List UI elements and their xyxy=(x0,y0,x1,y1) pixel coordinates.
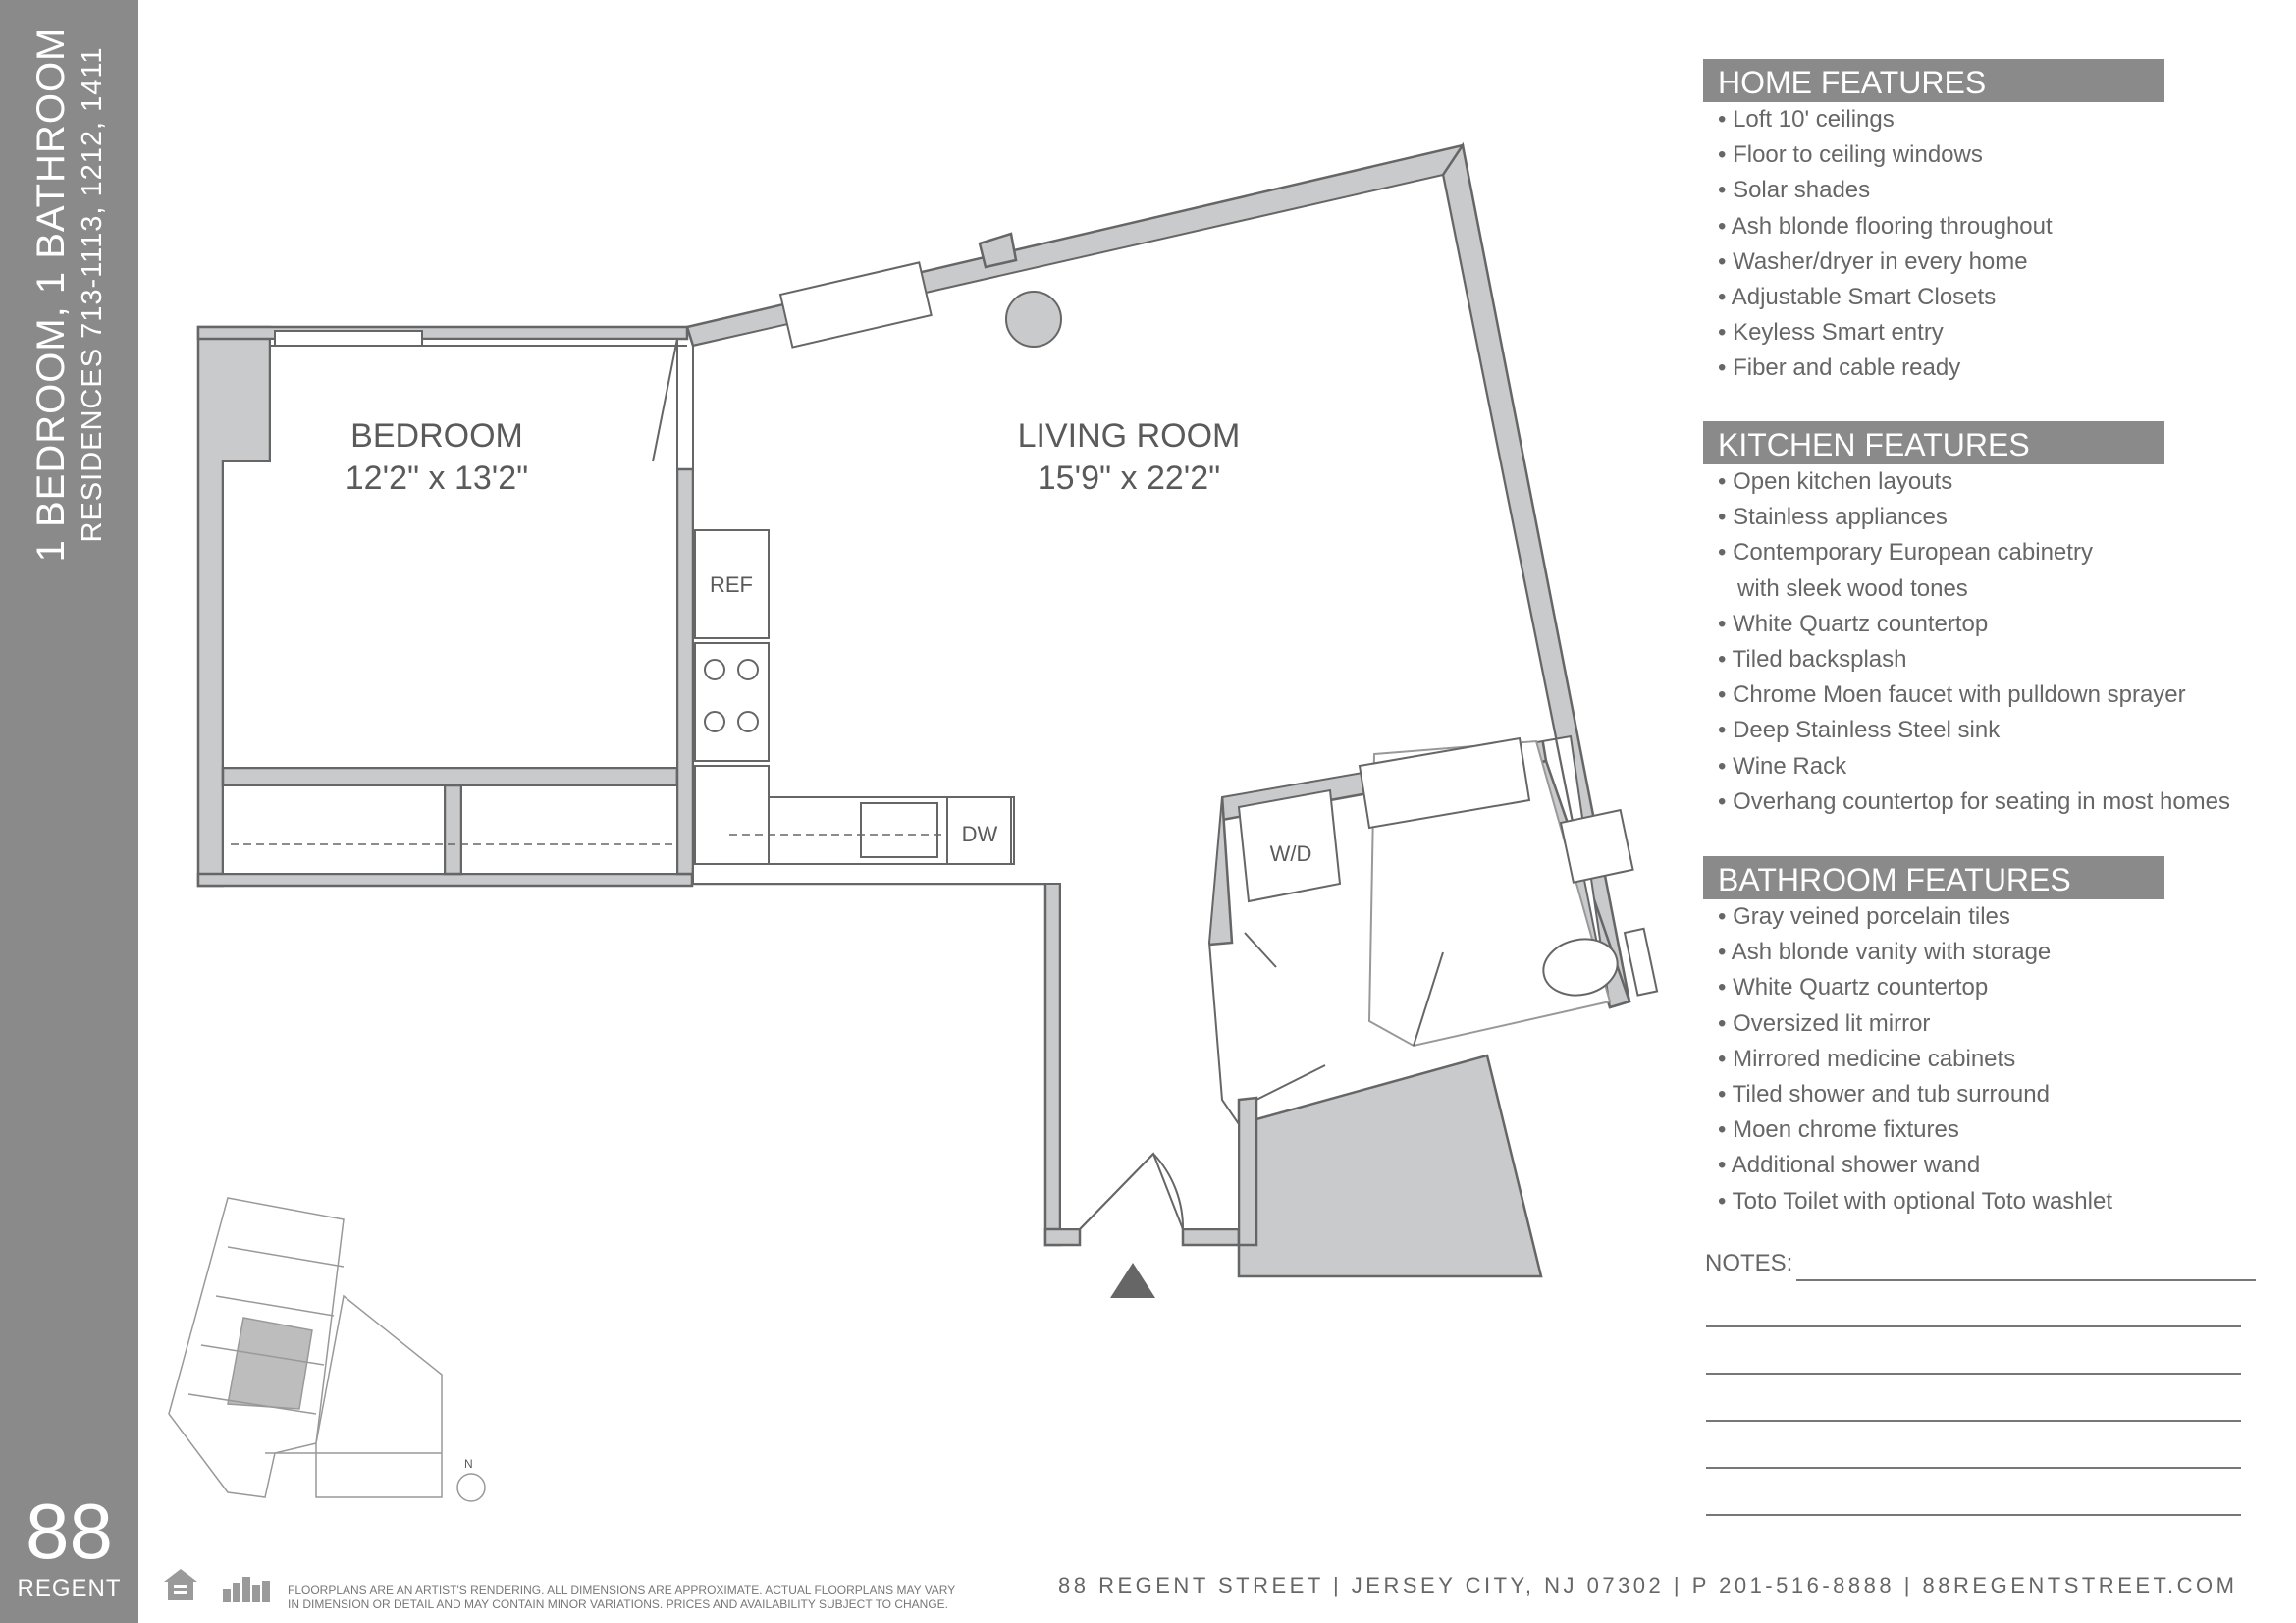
list-item: • Keyless Smart entry xyxy=(1718,319,1944,347)
compass-icon xyxy=(457,1474,485,1501)
list-item: • Overhang countertop for seating in most homes xyxy=(1718,787,2231,815)
south-entry-wall xyxy=(1183,1229,1239,1245)
list-item: • Tiled shower and tub surround xyxy=(1718,1081,2050,1109)
list-item: • Oversized lit mirror xyxy=(1718,1009,1931,1037)
dw-label: DW xyxy=(961,822,998,846)
list-item: • Moen chrome fixtures xyxy=(1718,1116,1959,1144)
notes-line xyxy=(1706,1467,2241,1469)
notes-line xyxy=(1796,1279,2256,1281)
marketing-logo-icon xyxy=(221,1571,278,1606)
notes-line xyxy=(1706,1514,2241,1516)
vanity xyxy=(1561,810,1633,883)
kitchen-features-list xyxy=(1703,464,2231,820)
list-item: • Solar shades xyxy=(1718,177,1871,204)
home-features-list xyxy=(1703,102,2164,387)
bedroom-south-wall xyxy=(198,874,692,886)
window-sill-1 xyxy=(275,331,422,346)
list-item: • Tiled backsplash xyxy=(1718,646,1907,674)
brand-logo-name: REGENT xyxy=(17,1575,122,1601)
list-item: • Mirrored medicine cabinets xyxy=(1718,1045,2016,1072)
living-room-dims: 15'9" x 22'2" xyxy=(1037,460,1221,497)
equal-housing-icon xyxy=(162,1567,199,1602)
list-item: • Floor to ceiling windows xyxy=(1718,141,1983,169)
list-item: • Chrome Moen faucet with pulldown sprayer xyxy=(1718,681,2186,709)
list-item: • Deep Stainless Steel sink xyxy=(1718,717,2001,744)
disclaimer xyxy=(288,1583,1014,1612)
list-item: • Stainless appliances xyxy=(1718,504,1948,531)
kitchen-sink xyxy=(861,803,937,857)
disclaimer-line: IN DIMENSION OR DETAIL AND MAY CONTAIN MINOR VARIATIONS. PRICES AND AVAILABILITY SUBJECT TO CHANGE. xyxy=(288,1597,949,1611)
closet-divider xyxy=(445,785,461,874)
wd-door xyxy=(1245,933,1276,967)
list-item: • White Quartz countertop xyxy=(1718,610,1989,637)
kitchen-features-heading: KITCHEN FEATURES xyxy=(1703,421,2164,464)
list-item: • Adjustable Smart Closets xyxy=(1718,284,1997,311)
unit-type-title: 1 BEDROOM, 1 BATHROOM xyxy=(29,27,73,563)
south-east-wedge xyxy=(1239,1055,1541,1276)
wd-label: W/D xyxy=(1269,841,1312,866)
contact-address: 88 REGENT STREET | JERSEY CITY, NJ 07302 | P 201-516-8888 | 88REGENTSTREET.COM xyxy=(1058,1573,2238,1597)
living-north-bump xyxy=(980,234,1016,267)
notes-line xyxy=(1706,1325,2241,1327)
bedroom-east-wall xyxy=(677,469,693,874)
closet-door xyxy=(1256,1065,1325,1100)
notes-line xyxy=(1706,1420,2241,1422)
structural-column xyxy=(1006,292,1061,347)
kitchen-counter-left xyxy=(695,766,769,864)
list-item: • Wine Rack xyxy=(1718,752,1847,780)
closet-partition xyxy=(223,768,677,785)
bathroom-features-section xyxy=(1703,856,2164,1219)
notes-line xyxy=(1706,1373,2241,1375)
residences-subtitle: RESIDENCES 713-1113, 1212, 1411 xyxy=(77,46,108,543)
entry-corridor-west-wall xyxy=(1045,869,1060,1245)
south-entry-stub xyxy=(1239,1098,1256,1245)
living-room-label: LIVING ROOM xyxy=(1017,417,1241,455)
north-window-wall xyxy=(198,327,687,339)
notes-label: NOTES: xyxy=(1705,1250,1793,1276)
list-item: • Additional shower wand xyxy=(1718,1152,1981,1179)
entry-marker xyxy=(1110,1263,1155,1298)
list-item: • Loft 10' ceilings xyxy=(1718,106,1895,133)
bedroom-interior xyxy=(223,339,677,768)
key-plan xyxy=(169,1198,485,1501)
list-item: • Ash blonde flooring throughout xyxy=(1718,212,2053,240)
list-item: • Contemporary European cabinetry xyxy=(1718,539,2093,567)
list-item: • Ash blonde vanity with storage xyxy=(1718,939,2052,966)
disclaimer-line: FLOORPLANS ARE AN ARTIST'S RENDERING. ALL DIMENSIONS ARE APPROXIMATE. ACTUAL FLOORPLANS MAY VARY xyxy=(288,1583,956,1596)
ref-label: REF xyxy=(710,572,753,597)
entry-corridor-base xyxy=(1045,1229,1080,1245)
bathroom-features-list xyxy=(1703,899,2164,1219)
range xyxy=(695,643,769,761)
closet-right xyxy=(461,785,677,874)
home-features-heading: HOME FEATURES xyxy=(1703,59,2164,102)
closet-left xyxy=(223,785,445,874)
list-item: • Washer/dryer in every home xyxy=(1718,247,2028,275)
list-item: • Fiber and cable ready xyxy=(1718,354,1961,382)
bedroom-label: BEDROOM xyxy=(350,417,523,455)
list-item: with sleek wood tones xyxy=(1718,574,1968,602)
list-item: • White Quartz countertop xyxy=(1718,974,1989,1001)
list-item: • Open kitchen layouts xyxy=(1718,468,1953,495)
list-item: • Toto Toilet with optional Toto washlet xyxy=(1718,1187,2112,1215)
brand-logo-number: 88 xyxy=(26,1488,113,1575)
list-item: • Gray veined porcelain tiles xyxy=(1718,903,2010,930)
bedroom-dims: 12'2" x 13'2" xyxy=(345,460,529,497)
bathroom-features-heading: BATHROOM FEATURES xyxy=(1703,856,2164,899)
compass-label: N xyxy=(464,1457,473,1471)
home-features-section xyxy=(1703,59,2164,387)
kitchen-features-section xyxy=(1703,421,2231,820)
